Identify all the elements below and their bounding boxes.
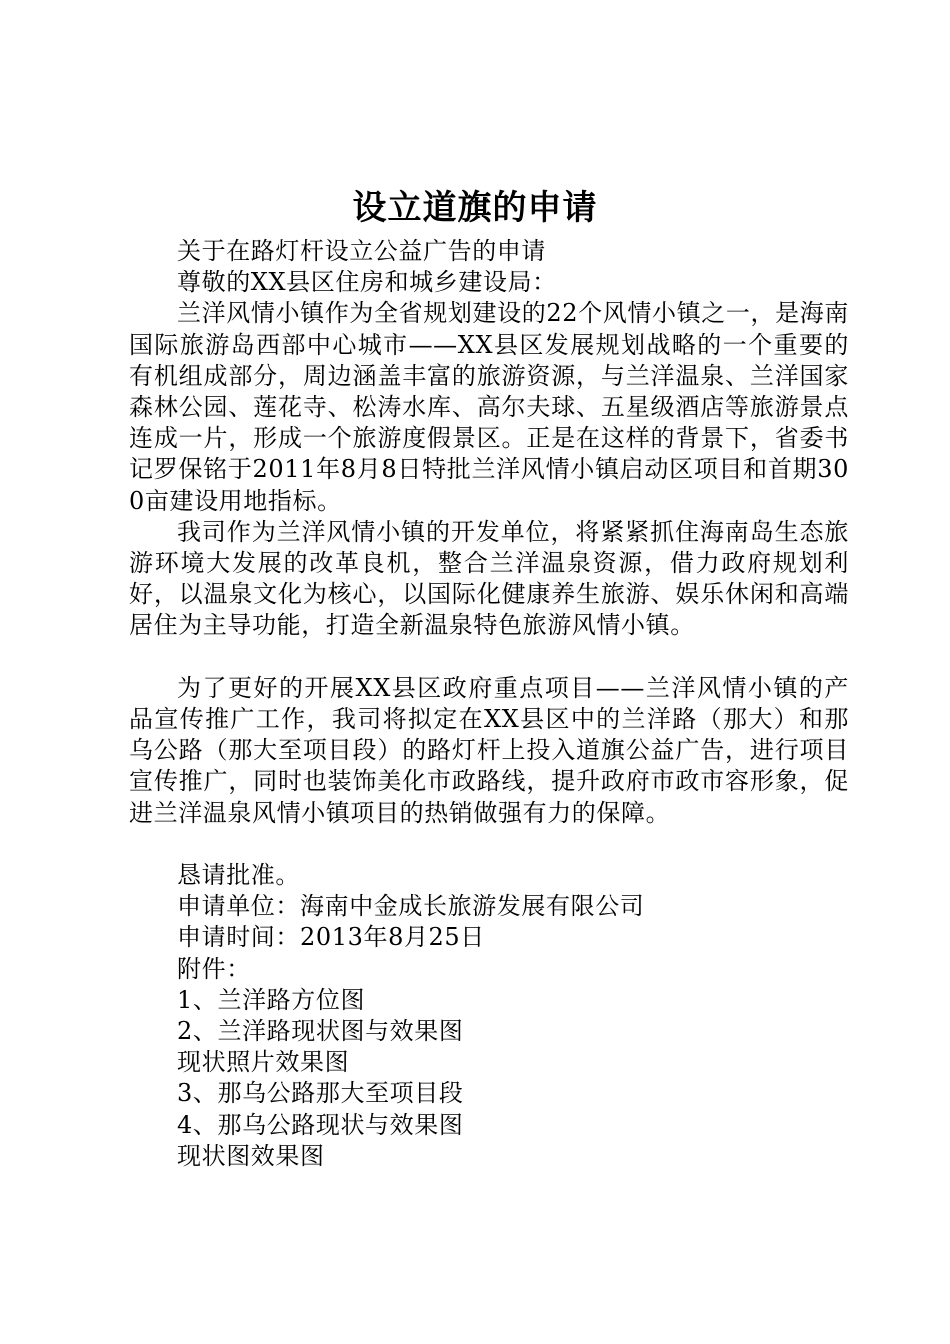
blank-line — [129, 642, 849, 673]
subject-line: 关于在路灯杆设立公益广告的申请 — [177, 237, 546, 265]
attachment-item: 3、那乌公路那大至项目段 — [177, 1079, 464, 1108]
attachment-item: 1、兰洋路方位图 — [177, 985, 366, 1014]
attachment-item: 现状图效果图 — [177, 1141, 325, 1170]
attachment-item: 4、那乌公路现状与效果图 — [177, 1110, 464, 1139]
attachments-label: 附件： — [177, 954, 251, 983]
salutation-line: 尊敬的XX县区住房和城乡建设局： — [177, 268, 557, 297]
date-line: 申请时间：2013年8月25日 — [177, 923, 485, 952]
document-title: 设立道旗的申请 — [352, 188, 598, 228]
blank-line — [129, 829, 849, 860]
attachment-item: 2、兰洋路现状图与效果图 — [177, 1017, 464, 1046]
closing-line: 恳请批准。 — [177, 861, 300, 890]
document-body — [129, 236, 849, 1172]
applicant-line: 申请单位：海南中金成长旅游发展有限公司 — [177, 892, 645, 921]
attachment-item: 现状照片效果图 — [177, 1048, 350, 1077]
paragraph-1: 兰洋风情小镇作为全省规划建设的22个风情小镇之一，是海南国际旅游岛西部中心城市——XX县区发展规划战略的一个重要的有机组成部分，周边涵盖丰富的旅游资源，与兰洋温泉、兰洋国家森林公园、莲花寺、松涛水库、高尔夫球、五星级酒店等旅游景点连成一片，形成一个旅游度假景区。正是在这样的背景下，省委书记罗保铭于2011年8月8日特批兰洋风情小镇启动区项目和首期300亩建设用地指标。 — [129, 299, 849, 515]
paragraph-2: 我司作为兰洋风情小镇的开发单位，将紧紧抓住海南岛生态旅游环境大发展的改革良机，整合兰洋温泉资源，借力政府规划利好，以温泉文化为核心，以国际化健康养生旅游、娱乐休闲和高端居住为主导功能，打造全新温泉特色旅游风情小镇。 — [129, 517, 849, 640]
paragraph-3: 为了更好的开展XX县区政府重点项目——兰洋风情小镇的产品宣传推广工作，我司将拟定在XX县区中的兰洋路（那大）和那乌公路（那大至项目段）的路灯杆上投入道旗公益广告，进行项目宣传推广，同时也装饰美化市政路线，提升政府市政市容形象，促进兰洋温泉风情小镇项目的热销做强有力的保障。 — [129, 673, 849, 827]
